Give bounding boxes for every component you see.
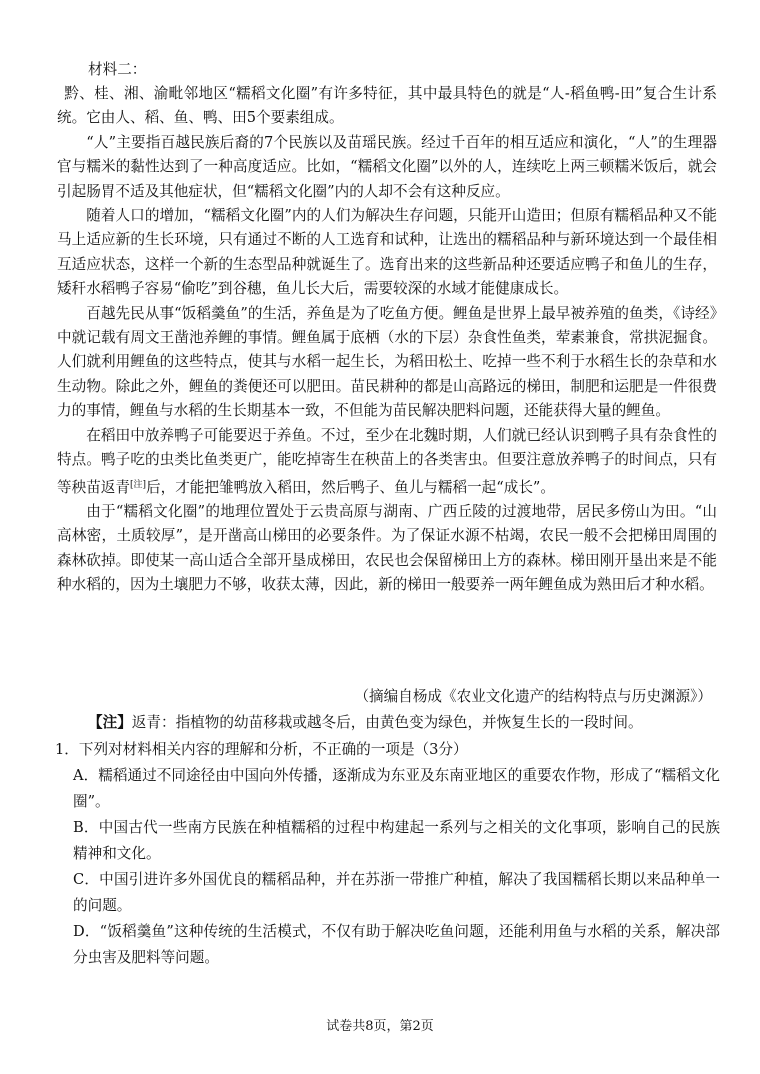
option-c <box>55 867 720 919</box>
page-footer: 试卷共8页，第2页 <box>326 1019 434 1034</box>
option-b <box>55 815 720 867</box>
annotation-tag: 【注】 <box>88 714 132 731</box>
material-text <box>57 82 717 598</box>
annotation-note <box>88 711 728 735</box>
paragraph-5-text-before: 在稻田中放养鸭子可能要迟于养鱼。不过，至少在北魏时期，人们就已经认识到鸭子具有杂食性的特点。鸭子吃的虫类比鱼类更广，能吃掉寄生在秧苗上的各类害虫。但要注意放养鸭子的时间点，只有等秧苗返青 <box>57 426 717 496</box>
option-a-letter: A． <box>73 767 99 784</box>
paragraph-3: 随着人口的增加，“糯稻文化圈”内的人们为解决生存问题，只能开山造田；但原有糯稻品种又不能马上适应新的生长环境，只有通过不断的人工选育和试种，让选出的糯稻品种与新环境达到一个最佳相互适应状态，这样一个新的生态型品种就诞生了。选育出来的这些新品种还要适应鸭子和鱼儿的生存，矮秆水稻鸭子容易“偷吃”到谷穗，鱼儿长大后，需要较深的水域才能健康成长。 <box>57 207 717 298</box>
option-c-text: 中国引进许多外国优良的糯稻品种，并在苏浙一带推广种植，解决了我国糯稻长期以来品种单一的问题。 <box>73 871 720 914</box>
option-b-letter: B． <box>73 819 99 836</box>
option-d <box>55 919 720 971</box>
paragraph-6: 由于“糯稻文化圈”的地理位置处于云贵高原与湖南、广西丘陵的过渡地带，居民多傍山为田。“山高林密，土质较厚”，是开凿高山梯田的必要条件。为了保证水源不枯竭，农民一般不会把梯田周围的森林砍掉。即使某一高山适合全部开垦成梯田，农民也会保留梯田上方的森林。梯田刚开垦出来是不能种水稻的，因为土壤肥力不够，收获太薄，因此，新的梯田一般要养一两年鲤鱼成为熟田后才种水稻。 <box>57 502 717 594</box>
option-d-text: “饭稻羹鱼”这种传统的生活模式，不仅有助于解决吃鱼问题，还能利用鱼与水稻的关系，解决部分虫害及肥料等问题。 <box>73 923 720 966</box>
option-d-letter: D． <box>73 923 100 940</box>
option-a-text: 糯稻通过不同途径由中国向外传播，逐渐成为东亚及东南亚地区的重要农作物，形成了“糯稻文化圈”。 <box>73 767 720 810</box>
section-label: 材料二： <box>88 61 147 78</box>
question-stem: 1．下列对材料相关内容的理解和分析，不正确的一项是（3分） <box>55 741 468 758</box>
paragraph-5-text-after: 后，才能把雏鸭放入稻田，然后鸭子、鱼儿与糯稻一起“成长”。 <box>146 478 555 496</box>
paragraph-5 <box>57 424 717 500</box>
paragraph-1: 黔、桂、湘、渝毗邻地区“糯稻文化圈”有许多特征，其中最具特色的就是“人-稻鱼鸭-田”复合生计系统。它由人、稻、鱼、鸭、田5个要素组成。 <box>57 85 717 127</box>
footnote-marker: [注] <box>129 479 147 490</box>
question-1 <box>55 737 720 971</box>
option-b-text: 中国古代一些南方民族在种植糯稻的过程中构建起一系列与之相关的文化事项，影响自己的民族精神和文化。 <box>73 819 720 862</box>
option-c-letter: C． <box>73 871 100 888</box>
source-citation: （摘编自杨成《农业文化遗产的结构特点与历史渊源》） <box>354 688 712 705</box>
paragraph-2: “人”主要指百越民族后裔的7个民族以及苗瑶民族。经过千百年的相互适应和演化，“人”的生理器官与糯米的黏性达到了一种高度适应。比如，“糯稻文化圈”以外的人，连续吃上两三顿糯米饭后，就会引起肠胃不适及其他症状，但“糯稻文化圈”内的人却不会有这种反应。 <box>57 133 717 200</box>
annotation-text: 返青：指植物的幼苗移栽或越冬后，由黄色变为绿色，并恢复生长的一段时间。 <box>131 714 643 731</box>
paragraph-4: 百越先民从事“饭稻羹鱼”的生活，养鱼是为了吃鱼方便。鲤鱼是世界上最早被养殖的鱼类，《诗经》中就记载有周文王凿池养鲤的事情。鲤鱼属于底栖（水的下层）杂食性鱼类，荤素兼食，常拱泥掘食。人们就利用鲤鱼的这些特点，使其与水稻一起生长，为稻田松土、吃掉一些不利于水稻生长的杂草和水生动物。除此之外，鲤鱼的粪便还可以肥田。苗民耕种的都是山高路远的梯田，制肥和运肥是一件很费力的事情，鲤鱼与水稻的生长期基本一致，不但能为苗民解决肥料问题，还能获得大量的鲤鱼。 <box>57 304 717 420</box>
option-a <box>55 763 720 815</box>
